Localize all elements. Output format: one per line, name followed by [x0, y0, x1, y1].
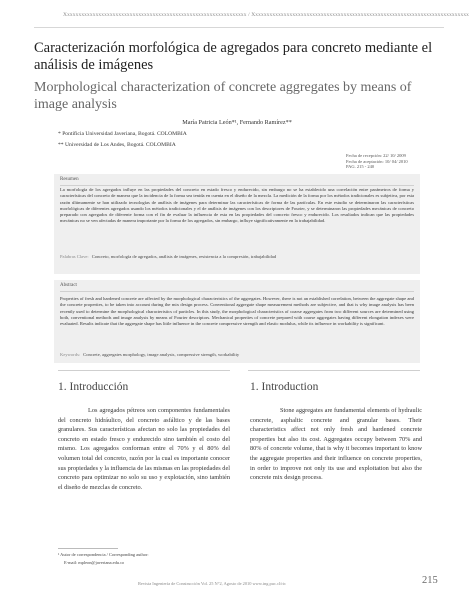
footnote-rule	[58, 548, 118, 549]
resumen-heading: Resumen	[60, 177, 79, 182]
palabras-clave-text: Concreto, morfología de agregados, análisis de imágenes, resistencia a la compresión, trabajabilidad	[91, 254, 277, 259]
abstract-rule	[60, 291, 414, 292]
keywords-text: Concrete, aggregates morphology, image analysis, compressive strength, workability	[83, 352, 240, 357]
footnote-line-1: ¹ Autor de correspondencia / Corresponding author:	[58, 552, 149, 557]
section-rule-right	[248, 370, 420, 371]
abstract-text: Properties of fresh and hardened concrete are affected by the morphological characteristics of the aggregates. However, there is not an established correlation, between the aggregate shape and the concrete properties, to be taken into account during the mix design process. Conventional aggregate shape measurement methods are subjective, and that is why image analysis has been recently used to determine the morphological characteristics of particles. In this study, the morphological characteristics of coarse aggregates from two different sources are determined using both, conventional methods and image analysis by means of Fourier descriptors. Mechanical properties of concrete prepared with coarse aggregates having different elongation indexes were evaluated. Results indicate that the aggregate shape has little influence in the concrete compressive strength and elastic modulus, while its influence in workability is significant.	[60, 296, 414, 327]
running-head: Xxxxxxxxxxxxxxxxxxxxxxxxxxxxxxxxxxxxxxxxxxxxxxxxxxxxxxxxxxxxxxxx / Xxxxxxxxxxxxxxxxxxxxxxxxxxxxxxxxxxxxxxxxxxxxxxxxxxxxxxxxxxxxxxxxxxxxxxxxxxxx	[63, 12, 470, 18]
affiliation-1: * Pontificia Universidad Javeriana, Bogotá. COLOMBIA	[58, 131, 187, 137]
page-range: PAG. 215 - 240	[346, 164, 375, 170]
keywords-label: Keywords:	[60, 352, 81, 357]
received-date: Fecha de recepción: 22/ 10/ 2009	[346, 153, 406, 158]
section-title-english: 1. Introduction	[250, 381, 319, 393]
accepted-date: Fecha de aceptación: 10/ 04/ 2010	[346, 158, 408, 164]
authors: María Patricia León*¹, Fernando Ramírez**	[182, 119, 292, 126]
keywords	[60, 352, 414, 357]
resumen-rule	[60, 185, 414, 186]
title-english: Morphological characterization of concrete aggregates by means of image analysis	[34, 80, 412, 112]
abstract-heading: Abstract	[60, 283, 77, 288]
page-number: 215	[422, 575, 438, 586]
header-rule	[34, 27, 444, 28]
intro-spanish-paragraph: Los agregados pétreos son componentes fundamentales del concreto hidráulico, del concreto asfáltico y de las bases granulares. Sus características afectan no solo las propiedades del concreto en estado fresco y endurecido sino también el costo del mismo. Los agregados conforman entre el 70% y el 80% del volumen total del concreto, razón por la cual es importante conocer sus propiedades y la influencia de las mismas en las propiedades del concreto para optimizar no solo su uso y explotación, sino también el diseño de mezclas de concreto.	[58, 407, 230, 491]
palabras-clave-label: Palabras Clave:	[60, 254, 89, 259]
abstract-box	[54, 280, 420, 363]
intro-english	[250, 406, 422, 483]
title-spanish: Caracterización morfológica de agregados para concreto mediante el análisis de imágenes	[34, 40, 433, 73]
section-title-spanish: 1. Introducción	[58, 381, 129, 393]
section-rule-left	[58, 370, 230, 371]
footnote-email: E-mail: mpleon@javeriana.edu.co	[64, 560, 125, 565]
intro-spanish	[58, 406, 230, 492]
dates-block	[346, 153, 408, 170]
palabras-clave	[60, 254, 414, 259]
journal-footer: Revista Ingeniería de Construcción Vol. 25 N°2, Agosto de 2010 www.ing.puc.cl/ric	[138, 581, 287, 586]
resumen-box	[54, 174, 420, 274]
intro-english-paragraph: Stone aggregates are fundamental elements of hydraulic concrete, asphaltic concrete and granular bases. Their characteristics affect not only fresh and hardened concrete properties but also its cost. Aggregates occupy between 70% and 80% of concrete volume, that is why it becomes important to know the aggregate properties and their influence on concrete properties, in order to improve not only its use and exploitation but also the concrete mix design process.	[250, 407, 422, 482]
resumen-text: La morfología de los agregados influye en las propiedades del concreto en estado fresco y endurecido, sin embargo no se ha establecido una correlación entre parámetros de forma y características del concreto de manera que la incidencia de la forma sea tenida en cuenta en el diseño de la mezcla. La medición de la forma por los métodos tradicionales es subjetiva, por esta razón últimamente se han utilizado tecnologías de análisis de imágenes para determinar las características de forma de las partículas. En este estudio se determinaron las características morfológicas de diferentes agregados usando los métodos tradicionales y el de análisis de imágenes con los descriptores de Fourier, y se determinaron las propiedades mecánicas de concreto preparado con agregados de diferente forma con el fin de evaluar la influencia de esta en las propiedades del concreto fresco y endurecido. Los resultados indican que las propiedades mecánicas no se ven afectadas de manera importante por la forma de los agregados, sin embargo, influye significativamente en la trabajabilidad.	[60, 187, 414, 224]
affiliation-2: ** Universidad de Los Andes, Bogotá. COLOMBIA	[58, 142, 176, 148]
